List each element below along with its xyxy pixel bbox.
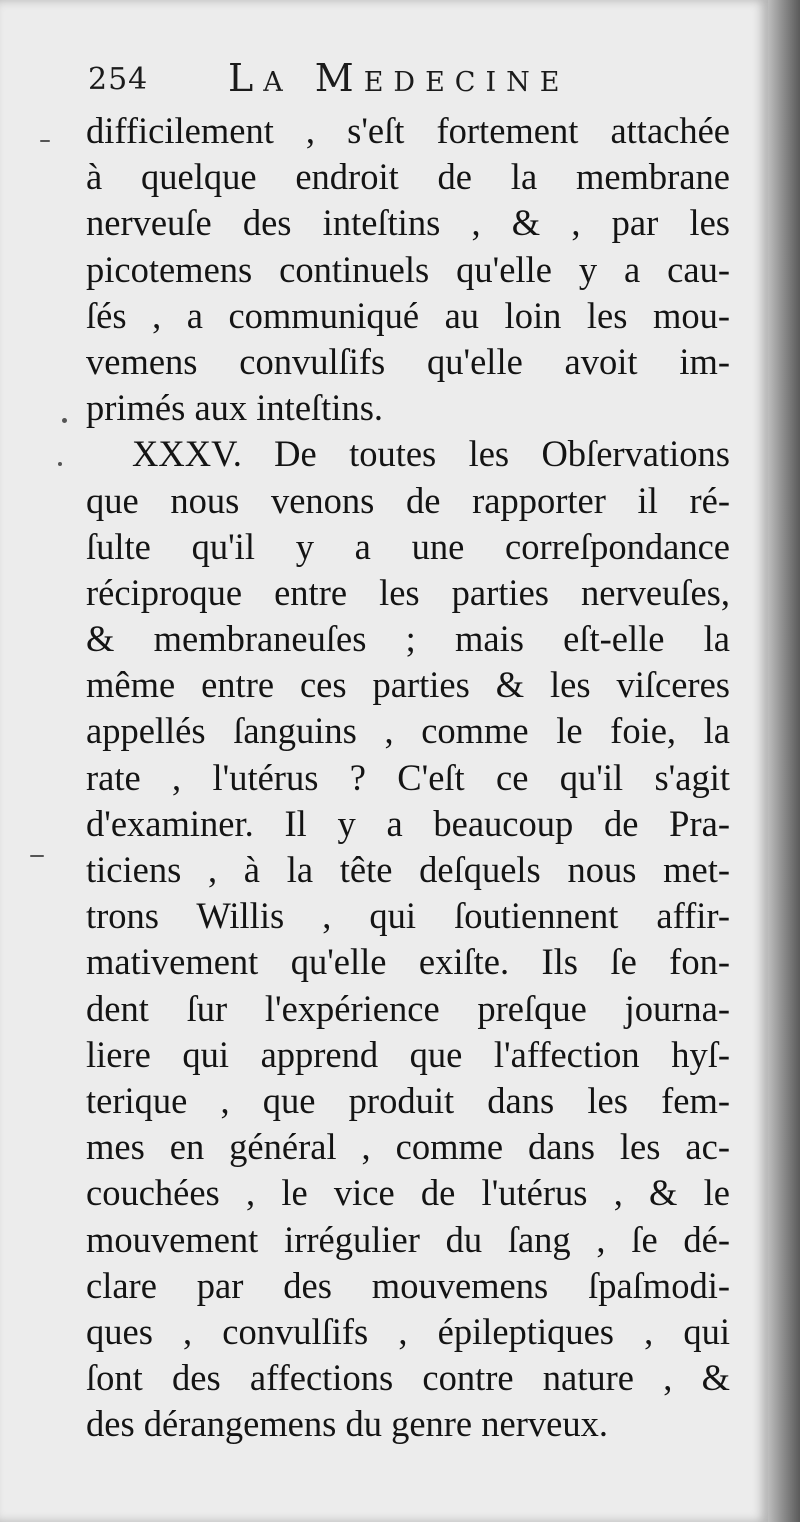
text-line: mativement qu'elle exiſte. Ils ſe fon- [86, 941, 730, 983]
text-line: terique , que produit dans les fem- [86, 1079, 730, 1121]
text-line: appellés ſanguins , comme le foie, la [86, 710, 730, 752]
page-header [88, 52, 728, 102]
text-line: ſont des affections contre nature , & [86, 1357, 730, 1399]
text-line: ticiens , à la tête deſquels nous met- [86, 849, 730, 890]
text-line: trons Willis , qui ſoutiennent affir- [86, 895, 730, 937]
text-line: mouvement irrégulier du ſang , ſe dé- [86, 1218, 730, 1260]
body-text [86, 108, 730, 1447]
text-line: ques , convulſifs , épileptiques , qui [86, 1310, 730, 1352]
text-line: ſulte qu'il y a une correſpondance [86, 525, 730, 567]
text-line: à quelque endroit de la membrane [86, 156, 730, 198]
text-line: dent ſur l'expérience preſque journa- [86, 987, 730, 1029]
running-title: La Medecine [228, 56, 570, 100]
page-gutter-shadow [768, 0, 800, 1522]
text-line: rate , l'utérus ? C'eſt ce qu'il s'agit [86, 756, 730, 798]
text-line: clare par des mouvemens ſpaſmodi- [86, 1264, 730, 1306]
ink-speck [58, 462, 62, 466]
text-line: picotemens continuels qu'elle y a cau- [86, 248, 730, 290]
paragraph-start-line: XXXV. De toutes les Obſervations [132, 433, 730, 475]
text-line: des dérangemens du genre nerveux. [86, 1403, 608, 1445]
text-line: couchées , le vice de l'utérus , & le [86, 1172, 730, 1214]
ink-speck [62, 418, 67, 423]
text-line: mes en général , comme dans les ac- [86, 1126, 730, 1168]
text-line: liere qui apprend que l'affection hyſ- [86, 1033, 730, 1075]
text-line: difficilement , s'eſt fortement attachée [86, 110, 730, 151]
ink-speck [30, 855, 44, 857]
ink-speck [40, 140, 50, 142]
text-line: réciproque entre les parties nerveuſes, [86, 571, 730, 613]
page-number: 254 [88, 62, 149, 97]
text-line: ſés , a communiqué au loin les mou- [86, 294, 730, 336]
text-line: que nous venons de rapporter il ré- [86, 479, 730, 521]
text-line: même entre ces parties & les viſceres [86, 664, 730, 706]
text-line: d'examiner. Il y a beaucoup de Pra- [86, 802, 730, 844]
text-line: primés aux inteſtins. [86, 387, 384, 429]
text-line: vemens convulſifs qu'elle avoit im- [86, 340, 730, 382]
text-line: & membraneuſes ; mais eſt-elle la [86, 618, 730, 660]
text-line: nerveuſe des inteſtins , & , par les [86, 202, 730, 244]
